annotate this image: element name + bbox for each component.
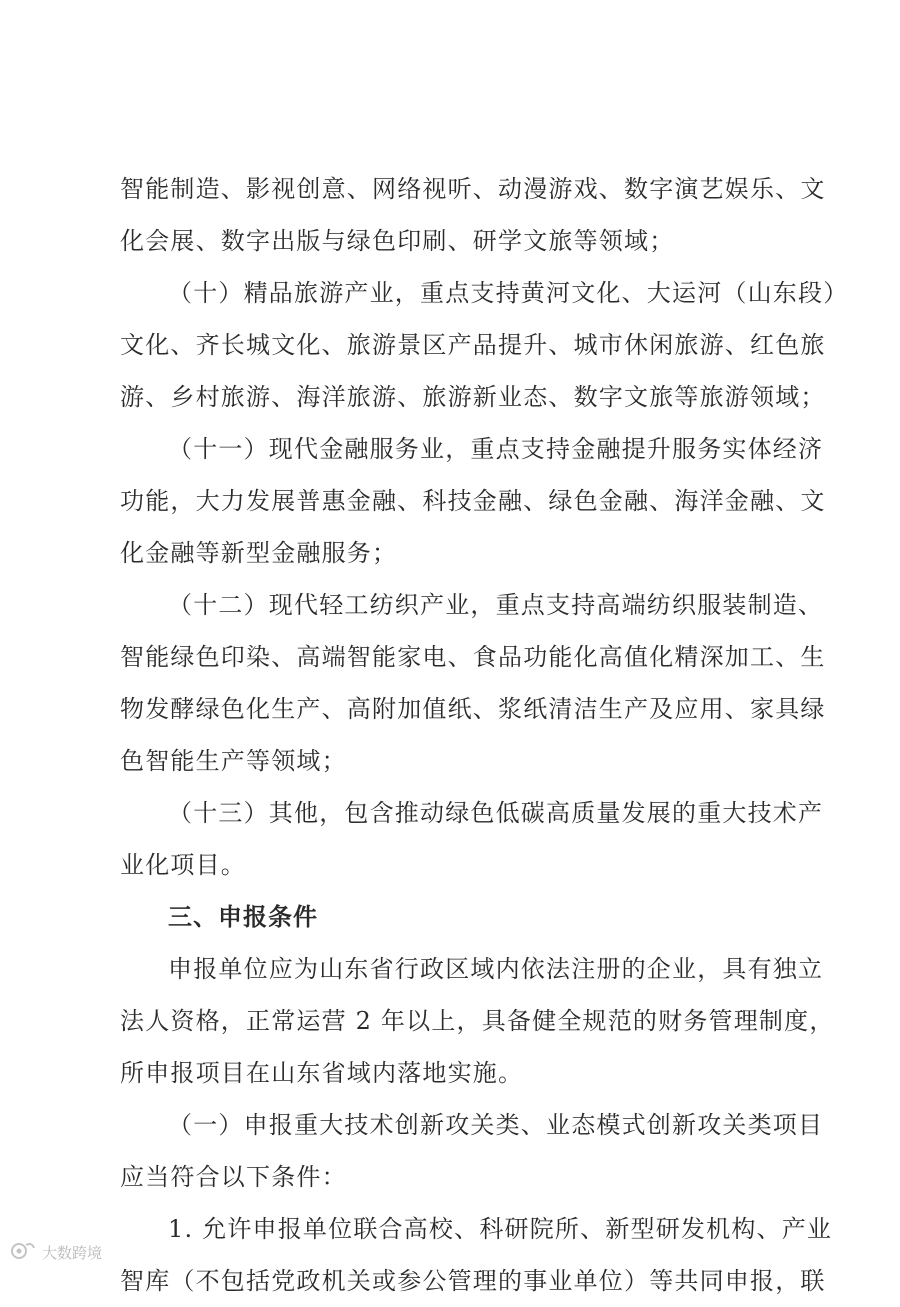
text-line: 申报单位应为山东省行政区域内依法注册的企业，具有独立 [168, 955, 824, 983]
text-line: （一）申报重大技术创新攻关类、业态模式创新攻关类项目 [168, 1111, 824, 1139]
text-line: 应当符合以下条件： [120, 1163, 347, 1191]
text-line: 所申报项目在山东省域内落地实施。 [120, 1059, 524, 1087]
text-line: 化会展、数字出版与绿色印刷、研学文旅等领域； [120, 227, 675, 255]
text-line: 法人资格，正常运营 2 年以上，具备健全规范的财务管理制度， [120, 1007, 835, 1035]
text-line: 业化项目。 [120, 851, 246, 879]
document-page [120, 163, 849, 1307]
text-line: 文化、齐长城文化、旅游景区产品提升、城市休闲旅游、红色旅 [120, 331, 826, 359]
text-line: 1. 允许申报单位联合高校、科研院所、新型研发机构、产业 [168, 1215, 833, 1243]
text-line: 智能绿色印染、高端智能家电、食品功能化高值化精深加工、生 [120, 643, 826, 671]
logo-icon [10, 1240, 42, 1264]
text-line: （十一）现代金融服务业，重点支持金融提升服务实体经济 [168, 435, 824, 463]
text-line: （十二）现代轻工纺织产业，重点支持高端纺织服装制造、 [168, 591, 824, 619]
text-line: 游、乡村旅游、海洋旅游、旅游新业态、数字文旅等旅游领域； [120, 383, 826, 411]
watermark-text: 大数跨境 [42, 1243, 103, 1262]
text-line: 物发酵绿色化生产、高附加值纸、浆纸清洁生产及应用、家具绿 [120, 695, 826, 723]
watermark [10, 1238, 102, 1266]
text-line: 化金融等新型金融服务； [120, 539, 398, 567]
text-line: 智库（不包括党政机关或参公管理的事业单位）等共同申报，联 [120, 1267, 826, 1295]
text-line: 色智能生产等领域； [120, 747, 347, 775]
text-line: （十）精品旅游产业，重点支持黄河文化、大运河（山东段） [168, 279, 849, 307]
text-line: （十三）其他，包含推动绿色低碳高质量发展的重大技术产 [168, 799, 824, 827]
section-heading: 三、申报条件 [168, 903, 318, 931]
text-line: 智能制造、影视创意、网络视听、动漫游戏、数字演艺娱乐、文 [120, 175, 826, 203]
text-line: 功能，大力发展普惠金融、科技金融、绿色金融、海洋金融、文 [120, 487, 826, 515]
